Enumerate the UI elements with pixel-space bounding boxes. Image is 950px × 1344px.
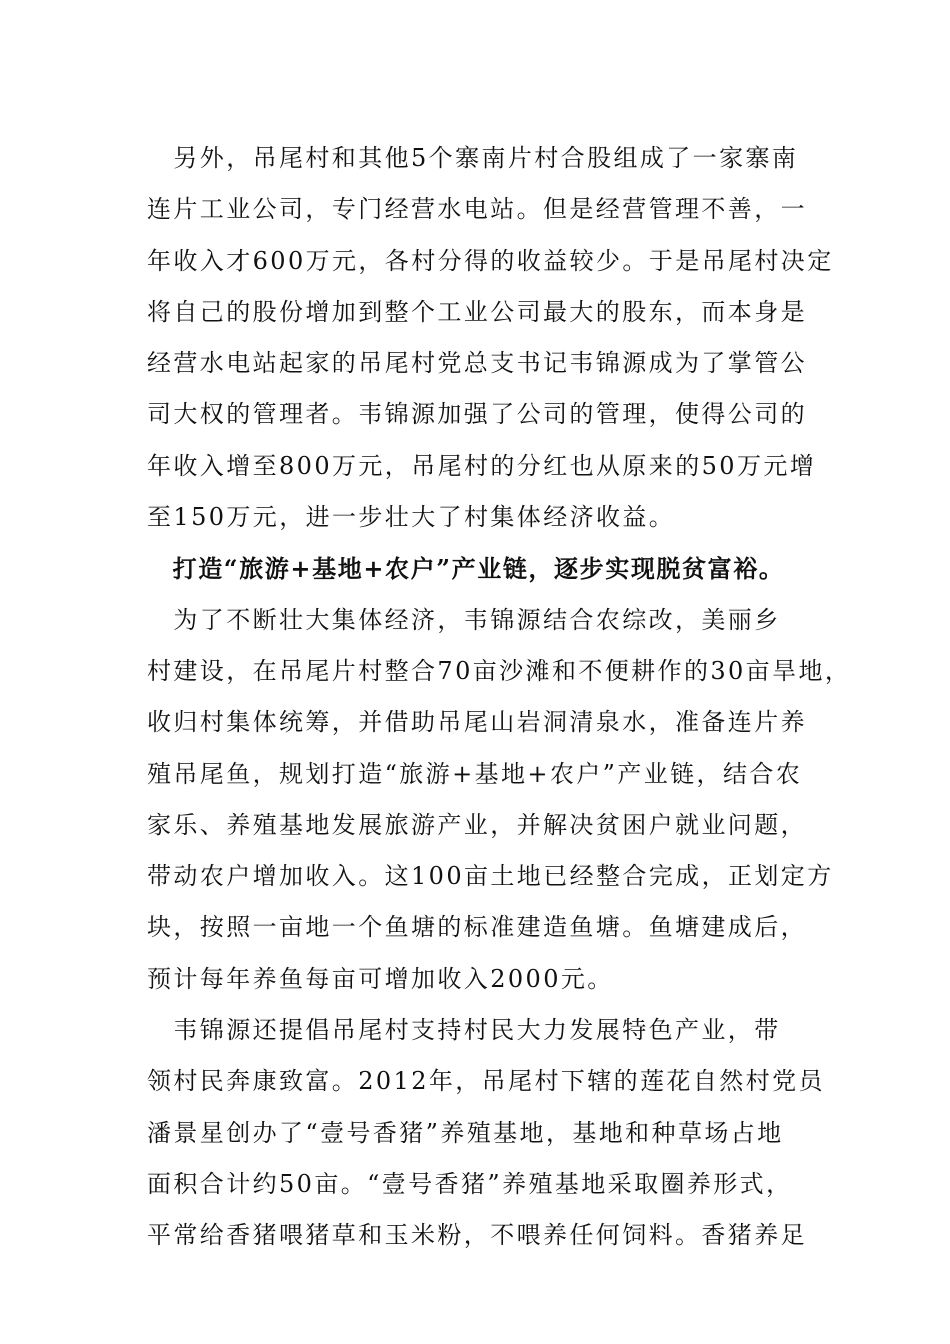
text-line: 将自己的股份增加到整个工业公司最大的股东，而本身是 xyxy=(147,297,807,326)
paragraph-pig-farming xyxy=(147,1005,825,1261)
text-line: 领村民奔康致富。2012年，吊尾村下辖的莲花自然村党员 xyxy=(147,1067,825,1096)
text-line: 村建设，在吊尾片村整合70亩沙滩和不便耕作的30亩旱地， xyxy=(147,656,852,685)
text-line: 经营水电站起家的吊尾村党总支书记韦锦源成为了掌管公 xyxy=(147,349,807,378)
text-line: 连片工业公司，专门经营水电站。但是经营管理不善，一 xyxy=(147,195,807,224)
text-line: 平常给香猪喂猪草和玉米粉，不喂养任何饲料。香猪养足 xyxy=(147,1221,807,1250)
text-line: 殖吊尾鱼，规划打造“旅游+基地+农户”产业链，结合农 xyxy=(147,759,803,788)
text-line: 司大权的管理者。韦锦源加强了公司的管理，使得公司的 xyxy=(147,400,807,429)
text-line: 面积合计约50亩。“壹号香猪”养殖基地采取圈养形式， xyxy=(147,1169,793,1198)
section-heading xyxy=(147,543,807,594)
paragraph-company-dividend xyxy=(147,133,834,543)
text-line: 带动农户增加收入。这100亩土地已经整合完成，正划定方 xyxy=(147,862,834,891)
text-line: 年收入增至800万元，吊尾村的分红也从原来的50万元增 xyxy=(147,451,817,480)
text-line: 至150万元，进一步壮大了村集体经济收益。 xyxy=(147,503,676,532)
text-line: 另外，吊尾村和其他5个寨南片村合股组成了一家寨南 xyxy=(147,144,799,172)
text-line: 块，按照一亩地一个鱼塘的标准建造鱼塘。鱼塘建成后， xyxy=(147,913,807,942)
text-line: 预计每年养鱼每亩可增加收入2000元。 xyxy=(147,964,614,993)
paragraph-fish-farming xyxy=(147,595,852,1005)
text-line: 为了不断壮大集体经济，韦锦源结合农综改，美丽乡 xyxy=(147,605,781,634)
text-line: 家乐、养殖基地发展旅游产业，并解决贫困户就业问题， xyxy=(147,810,807,839)
text-line: 年收入才600万元，各村分得的收益较少。于是吊尾村决定 xyxy=(147,246,834,275)
text-line: 韦锦源还提倡吊尾村支持村民大力发展特色产业，带 xyxy=(147,1016,781,1045)
text-line: 潘景星创办了“壹号香猪”养殖基地，基地和种草场占地 xyxy=(147,1118,784,1147)
document-body xyxy=(147,133,852,1262)
heading-line: 打造“旅游+基地+农户”产业链，逐步实现脱贫富裕。 xyxy=(147,554,785,584)
text-line: 收归村集体统筹，并借助吊尾山岩洞清泉水，准备连片养 xyxy=(147,708,807,737)
